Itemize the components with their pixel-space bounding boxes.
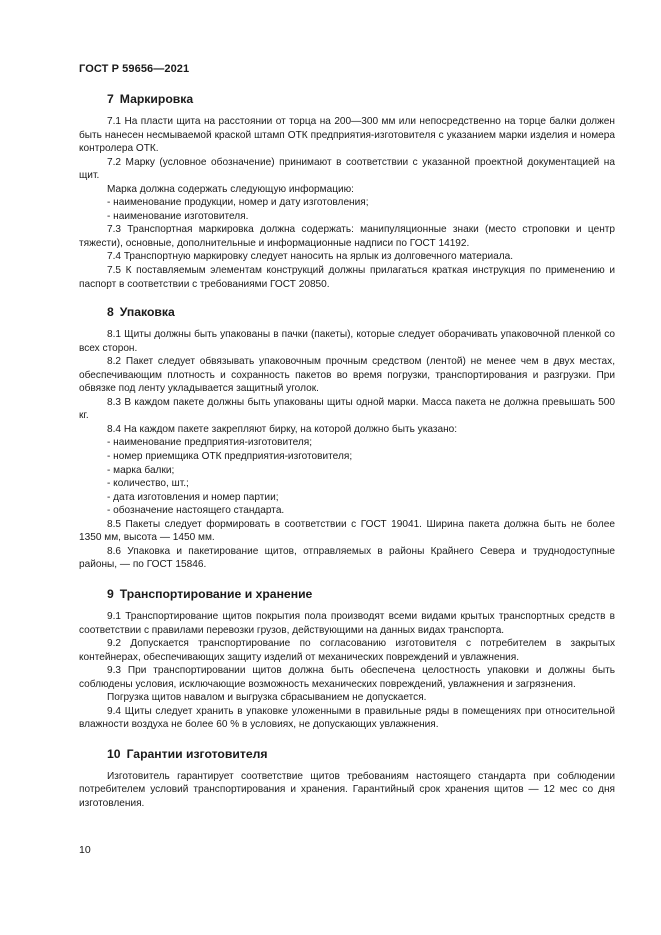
- paragraph: 8.5 Пакеты следует формировать в соответствии с ГОСТ 19041. Ширина пакета должна быть не более 1350 мм, высота — 1450 мм.: [79, 518, 615, 544]
- paragraph: 8.2 Пакет следует обвязывать упаковочным прочным средством (лентой) не менее чем в двух местах, обеспечивающим плотность и сохранность пакетов во время погрузки, транспортирования и разгрузки. При обвязке под ленту укладывается защитный уголок.: [79, 356, 615, 395]
- list-item: - марка балки;: [107, 464, 175, 476]
- list-item: - наименование предприятия-изготовителя;: [107, 437, 313, 449]
- paragraph: 9.4 Щиты следует хранить в упаковке уложенными в правильные ряды в помещениях при относительной влажности воздуха не более 60 % в условиях, не допускающих увлажнения.: [79, 705, 615, 731]
- section-heading: 9 Транспортирование и хранение: [107, 586, 313, 601]
- document-code: ГОСТ Р 59656—2021: [79, 63, 190, 75]
- document-body: [79, 92, 615, 811]
- paragraph: 7.1 На пласти щита на расстоянии от торца на 200—300 мм или непосредственно на торце балки должен быть нанесен несмываемой краской штамп ОТК предприятия-изготовителя с указанием марки изделия и номера контролера ОТК.: [79, 116, 615, 155]
- list-item: - количество, шт.;: [107, 478, 189, 490]
- page-number: 10: [79, 844, 91, 856]
- section-heading: 7 Маркировка: [107, 92, 194, 106]
- paragraph: 7.4 Транспортную маркировку следует наносить на ярлык из долговечного материала.: [107, 251, 514, 263]
- paragraph: Изготовитель гарантирует соответствие щитов требованиям настоящего стандарта при соблюдении потребителем условий транспортирования и хранения. Гарантийный срок хранения щитов — 12 мес со дня изготовления.: [79, 770, 615, 809]
- paragraph: 8.4 На каждом пакете закрепляют бирку, на которой должно быть указано:: [107, 423, 458, 435]
- paragraph: 9.2 Допускается транспортирование по согласованию изготовителя с потребителем в закрытых контейнерах, обеспечивающих защиту изделий от механических повреждений и увлажнения.: [79, 638, 615, 663]
- list-item: - номер приемщика ОТК предприятия-изготовителя;: [107, 451, 353, 463]
- section-10-warranty: [79, 747, 615, 811]
- section-8-packaging: [79, 305, 615, 572]
- paragraph: 8.6 Упаковка и пакетирование щитов, отправляемых в районы Крайнего Севера и труднодоступные районы, — по ГОСТ 15846.: [79, 545, 615, 571]
- section-heading: 8 Упаковка: [107, 305, 175, 320]
- paragraph: 8.3 В каждом пакете должны быть упакованы щиты одной марки. Масса пакета не должна превышать 500 кг.: [79, 396, 615, 422]
- section-9-transport-storage: [79, 587, 615, 732]
- list-item: - дата изготовления и номер партии;: [107, 491, 279, 503]
- list-item: - наименование продукции, номер и дату изготовления;: [107, 197, 369, 209]
- list-item: - наименование изготовителя.: [107, 210, 249, 222]
- list-item: - обозначение настоящего стандарта.: [107, 505, 285, 517]
- paragraph: 9.1 Транспортирование щитов покрытия пола производят всеми видами крытых транспортных средств в соответствии с правилами перевозки грузов, действующими на данных видах транспорта.: [79, 610, 615, 636]
- section-heading: 10 Гарантии изготовителя: [107, 746, 268, 761]
- paragraph: 7.2 Марку (условное обозначение) принимают в соответствии с указанной проектной документацией на щит.: [79, 156, 615, 182]
- paragraph: Погрузка щитов навалом и выгрузка сбрасыванием не допускается.: [107, 692, 427, 704]
- paragraph: 7.3 Транспортная маркировка должна содержать: манипуляционные знаки (место строповки и центр тяжести), основные, дополнительные и информационные надписи по ГОСТ 14192.: [79, 224, 615, 249]
- paragraph: 9.3 При транспортировании щитов должна быть обеспечена целостность упаковки и должны быть соблюдены условия, исключающие возможность механических повреждений, увлажнения и загрязнения.: [79, 665, 615, 690]
- paragraph: 8.1 Щиты должны быть упакованы в пачки (пакеты), которые следует оборачивать упаковочной пленкой со всех сторон.: [79, 329, 615, 354]
- section-7-marking: [79, 92, 615, 291]
- paragraph: 7.5 К поставляемым элементам конструкций должны прилагаться краткая инструкция по применению и паспорт в соответствии с требованиями ГОСТ 20850.: [79, 265, 615, 290]
- paragraph: Марка должна содержать следующую информацию:: [107, 183, 354, 195]
